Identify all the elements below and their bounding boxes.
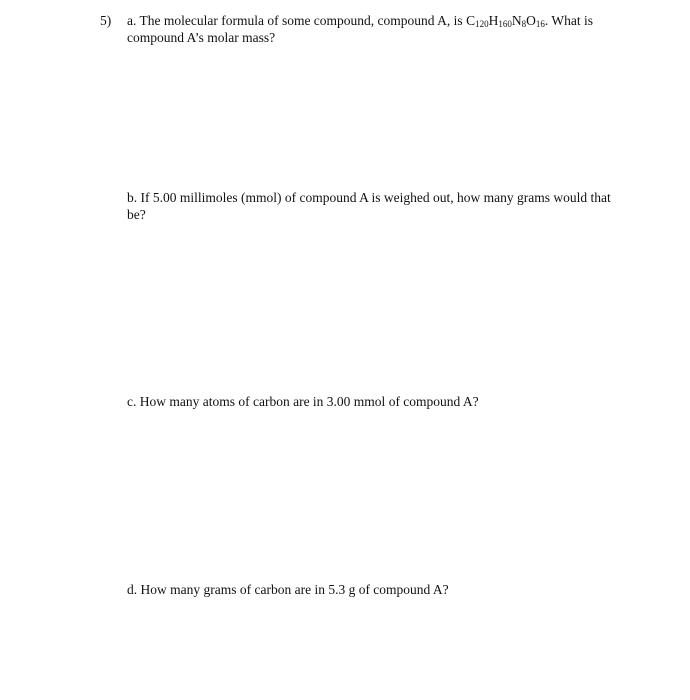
formula-count-h: 160	[498, 19, 512, 29]
formula-element-c: C	[466, 13, 476, 28]
formula-element-h: H	[488, 13, 499, 28]
part-a-text-before: a. The molecular formula of some compound, compound A, is	[127, 13, 467, 28]
question-number: 5)	[100, 13, 112, 28]
formula-element-n: N	[511, 13, 522, 28]
part-a-text-after: . What is compound A’s molar mass?	[127, 13, 593, 45]
question-part-d: d. How many grams of carbon are in 5.3 g of compound A?	[127, 582, 449, 597]
question-part-c: c. How many atoms of carbon are in 3.00 mmol of compound A?	[127, 394, 479, 409]
formula-count-c: 120	[475, 19, 489, 29]
formula-count-n: 8	[521, 19, 527, 29]
formula-element-o: O	[526, 13, 536, 28]
formula-count-o: 16	[535, 19, 545, 29]
question-part-a	[127, 12, 627, 46]
question-part-b: b. If 5.00 millimoles (mmol) of compound A is weighed out, how many grams would that be?	[127, 190, 611, 222]
molecular-formula	[466, 13, 545, 28]
